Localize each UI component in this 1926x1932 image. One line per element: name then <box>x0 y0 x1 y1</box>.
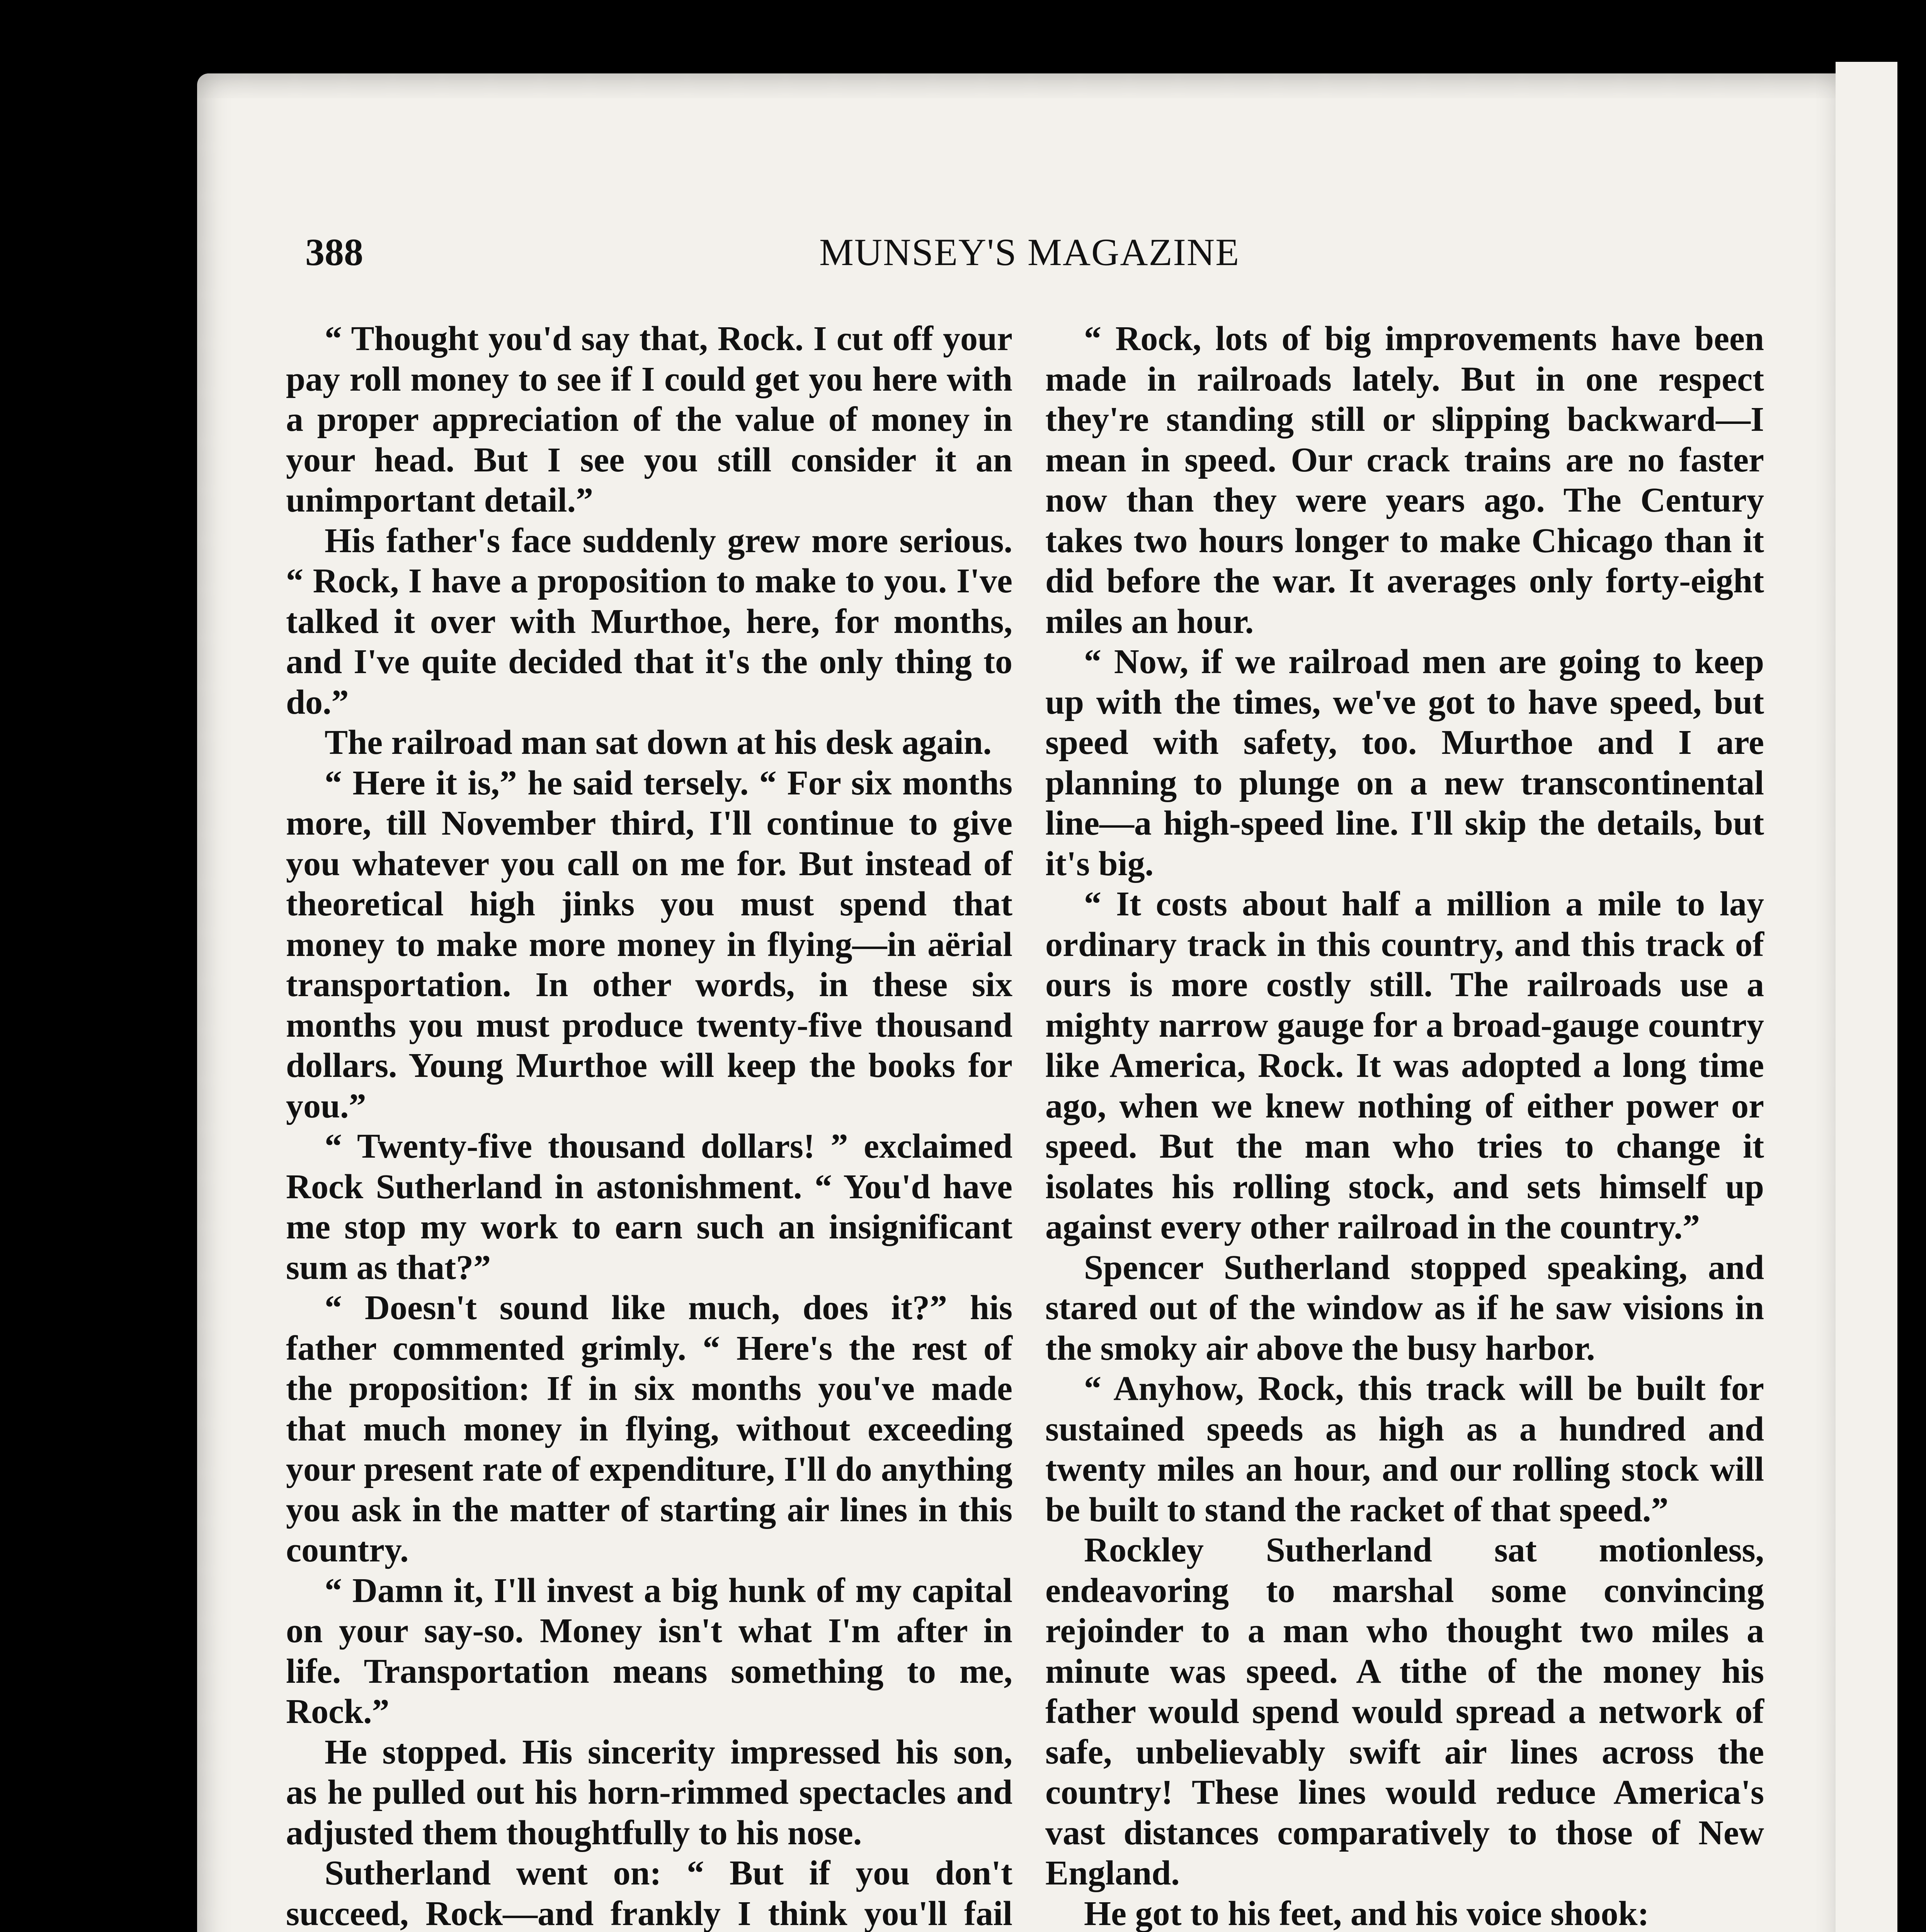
paragraph: Rockley Sutherland sat motionless, endeavoring to marshal some convincing rejoinder to a man who thought two miles a minute was speed. A tithe of the money his father would spend would spread a network of safe, unbelievably swift air lines across the country! These lines would reduce America's vast distances comparatively to those of New England. <box>1045 1531 1764 1892</box>
running-title: MUNSEY'S MAGAZINE <box>819 231 1240 274</box>
paragraph: “ Twenty-five thousand dollars! ” exclaimed Rock Sutherland in astonishment. “ You'd have me stop my work to earn such an insignificant sum as that?” <box>286 1127 1012 1287</box>
paragraph: His father's face suddenly grew more serious. “ Rock, I have a proposition to make to you. I've talked it over with Murthoe, here, for months, and I've quite decided that it's the only thing to do.” <box>286 521 1012 721</box>
paragraph: The railroad man sat down at his desk again. <box>325 723 992 762</box>
left-column <box>286 319 1012 1932</box>
paragraph: “ Thought you'd say that, Rock. I cut off your pay roll money to see if I could get you here with a proper appreciation of the value of money in your head. But I see you still consider it an unimportant detail.” <box>286 320 1012 519</box>
page-number: 388 <box>305 231 363 274</box>
paragraph: “ Here it is,” he said tersely. “ For six months more, till November third, I'll continue to give you whatever you call on me for. But instead of theoretical high jinks you must spend that money to make more money in flying—in aërial transportation. In other words, in these six months you must produce twenty-five thousand dollars. Young Murthoe will keep the books for you.” <box>286 764 1012 1125</box>
page-header <box>305 230 1295 280</box>
paragraph: Spencer Sutherland stopped speaking, and stared out of the window as if he saw visions in the smoky air above the busy harbor. <box>1045 1248 1764 1367</box>
paragraph: Sutherland went on: “ But if you don't succeed, Rock—and frankly I think you'll fail <box>286 1854 1012 1932</box>
paragraph: “ Doesn't sound like much, does it?” his father commented grimly. “ Here's the rest of the proposition: If in six months you've made that much money in flying, without exceeding your present rate of expenditure, I'll do anything you ask in the matter of starting air lines in this country. <box>286 1289 1012 1569</box>
facing-page-edge <box>1836 62 1897 1932</box>
paragraph: “ Rock, lots of big improvements have been made in railroads lately. But in one respect they're standing still or slipping backward—I mean in speed. Our crack trains are no faster now than they were years ago. The Century takes two hours longer to make Chicago than it did before the war. It averages only forty-eight miles an hour. <box>1045 320 1764 641</box>
paragraph: “ Now, if we railroad men are going to keep up with the times, we've got to have speed, but speed with safety, too. Murthoe and I are planning to plunge on a new transcontinental line—a high-speed line. I'll skip the details, but it's big. <box>1045 643 1764 883</box>
paragraph: “ Damn it, I'll invest a big hunk of my capital on your say-so. Money isn't what I'm after in life. Transportation means something to me, Rock.” <box>286 1571 1012 1731</box>
paragraph: He stopped. His sincerity impressed his son, as he pulled out his horn-rimmed spectacles and adjusted them thoughtfully to his nose. <box>286 1733 1012 1852</box>
paragraph: “ Anyhow, Rock, this track will be built for sustained speeds as high as a hundred and twenty miles an hour, and our rolling stock will be built to stand the racket of that speed.” <box>1045 1369 1764 1529</box>
paragraph: “ It costs about half a million a mile to lay ordinary track in this country, and this track of ours is more costly still. The railroads use a mighty narrow gauge for a broad-gauge country like America, Rock. It was adopted a long time ago, when we knew nothing of either power or speed. But the man who tries to change it isolates his rolling stock, and sets himself up against every other railroad in the country.” <box>1045 885 1764 1246</box>
right-column <box>1045 319 1764 1932</box>
paragraph: He got to his feet, and his voice shook: <box>1084 1894 1649 1932</box>
